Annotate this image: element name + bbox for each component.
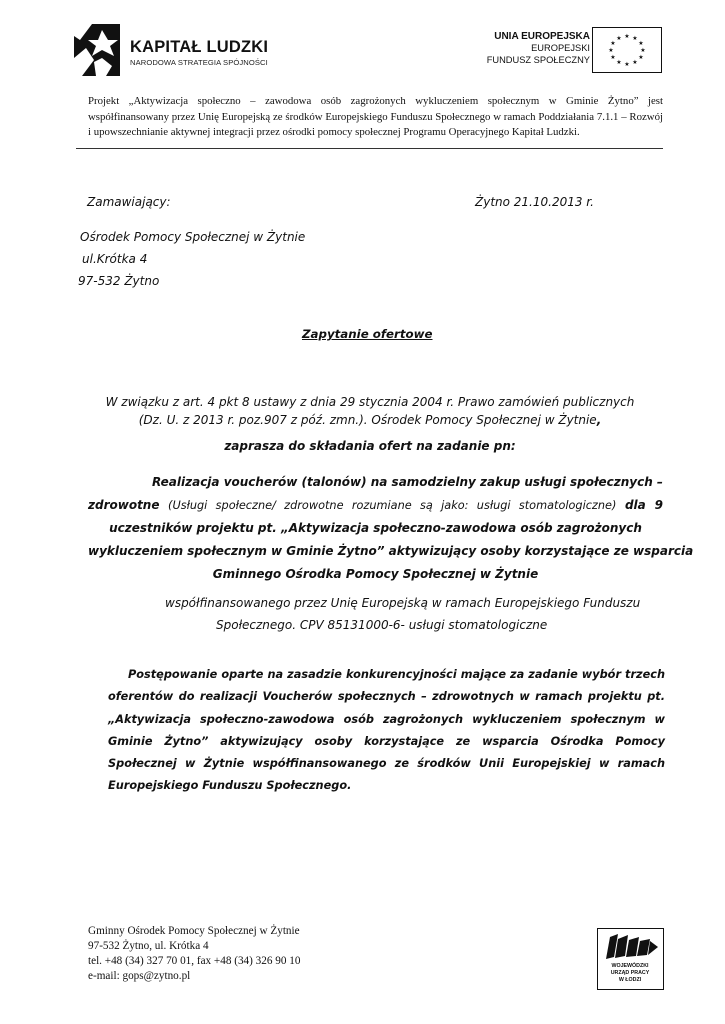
task-line-4 bbox=[88, 540, 694, 563]
eu-fund-label-2: FUNDUSZ SPOŁECZNY bbox=[486, 54, 590, 65]
svg-text:★: ★ bbox=[640, 47, 646, 54]
eu-flag-icon bbox=[592, 27, 662, 73]
wup-line-3: W ŁODZI bbox=[618, 977, 642, 983]
task-line-5 bbox=[88, 563, 663, 586]
header-divider bbox=[76, 148, 663, 149]
svg-text:★: ★ bbox=[610, 40, 616, 47]
svg-text:★: ★ bbox=[616, 35, 622, 42]
task-line-2 bbox=[88, 494, 663, 517]
svg-text:★: ★ bbox=[616, 59, 622, 66]
task-line-2-normal: (Usługi społeczne/ zdrowotne rozumiane są jako: usługi stomatologiczne) bbox=[168, 499, 617, 512]
svg-text:★: ★ bbox=[638, 54, 644, 61]
procedure-text: Postępowanie oparte na zasadzie konkurencyjności mające za zadanie wybór trzech oferentów do realizacji Voucherów społecznych – zdrowotnych w ramach projektu pt. „Aktywizacja społeczno-zawodowa osób zagrożonych wykluczeniem społecznym w Gminie Żytno” aktywizujący osoby korzystające ze wsparcia Ośrodka Pomocy Społecznej w Żytnie współfinansowanego ze środków Unii Europejskiej w ramach Europejskiego Funduszu Społecznego. bbox=[108, 668, 665, 793]
wup-logo-text bbox=[598, 963, 662, 984]
cofinancing-line-1: współfinansowanego przez Unię Europejską w ramach Europejskiego Funduszu bbox=[165, 596, 641, 610]
footer-contact bbox=[88, 924, 300, 984]
legal-basis-comma: , bbox=[596, 413, 602, 427]
svg-text:★: ★ bbox=[608, 47, 614, 54]
invitation-line: zaprasza do składania ofert na zadanie pn: bbox=[224, 439, 516, 453]
cofinancing-line-2: Społecznego. CPV 85131000-6- usługi stomatologiczne bbox=[216, 618, 548, 632]
procedure-paragraph bbox=[108, 664, 665, 798]
task-line-2-bold-b: dla 9 bbox=[624, 498, 664, 512]
svg-text:★: ★ bbox=[624, 61, 630, 68]
org-street: ul.Krótka 4 bbox=[82, 252, 148, 266]
document-title: Zapytanie ofertowe bbox=[302, 327, 433, 341]
legal-basis-line-2-text: (Dz. U. z 2013 r. poz.907 z póź. zmn.). Ośrodek Pomocy Społecznej w Żytnie bbox=[138, 413, 597, 427]
svg-text:★: ★ bbox=[624, 33, 630, 40]
place-date: Żytno 21.10.2013 r. bbox=[475, 195, 594, 209]
legal-basis-line-1: W związku z art. 4 pkt 8 ustawy z dnia 29 stycznia 2004 r. Prawo zamówień publicznych bbox=[105, 395, 635, 409]
task-line-5-text: Gminnego Ośrodka Pomocy Społecznej w Żytnie bbox=[212, 567, 539, 581]
svg-text:★: ★ bbox=[632, 59, 638, 66]
footer-phone-fax: tel. +48 (34) 327 70 01, fax +48 (34) 326 90 10 bbox=[88, 955, 301, 967]
task-line-1-text: Realizacja voucherów (talonów) na samodzielny zakup usługi społecznych – bbox=[152, 475, 663, 489]
wup-line-1: WOJEWÓDZKI bbox=[611, 963, 649, 969]
svg-text:★: ★ bbox=[638, 40, 644, 47]
task-description bbox=[88, 471, 694, 586]
wup-line-2: URZĄD PRACY bbox=[610, 970, 650, 976]
footer-org-name: Gminny Ośrodek Pomocy Społecznej w Żytnie bbox=[88, 925, 300, 937]
org-postal: 97-532 Żytno bbox=[78, 274, 160, 288]
task-line-3-text: uczestników projektu pt. „Aktywizacja społeczno-zawodowa osób zagrożonych bbox=[109, 521, 642, 535]
kapital-ludzki-subtitle: NARODOWA STRATEGIA SPÓJNOŚCI bbox=[130, 58, 268, 67]
footer-address: 97-532 Żytno, ul. Krótka 4 bbox=[88, 940, 209, 952]
eu-union-label: UNIA EUROPEJSKA bbox=[494, 31, 590, 42]
svg-text:★: ★ bbox=[610, 54, 616, 61]
task-line-4-text: wykluczeniem społecznym w Gminie Żytno” aktywizujący osoby korzystające ze wsparcia bbox=[88, 544, 694, 558]
ordering-party-label: Zamawiający: bbox=[87, 195, 171, 209]
eu-fund-label-1: EUROPEJSKI bbox=[531, 43, 590, 53]
eu-logo-text bbox=[468, 31, 590, 66]
legal-basis-line-2 bbox=[80, 413, 660, 427]
kapital-ludzki-title: KAPITAŁ LUDZKI bbox=[130, 38, 269, 56]
footer-email: e-mail: gops@zytno.pl bbox=[88, 970, 191, 982]
task-line-3 bbox=[88, 517, 663, 540]
task-line-2-bold-a: zdrowotne bbox=[88, 498, 160, 512]
task-line-1 bbox=[88, 471, 663, 494]
org-name: Ośrodek Pomocy Społecznej w Żytnie bbox=[80, 230, 306, 244]
svg-text:★: ★ bbox=[632, 35, 638, 42]
project-info-text: Projekt „Aktywizacja społeczno – zawodowa osób zagrożonych wykluczeniem społecznym w Gminie Żytno” jest współfinansowany przez Unię Europejską ze środków Europejskiego Funduszu Społecznego w ramach Poddziałania 7.1.1 – Rozwój i upowszechnianie aktywnej integracji przez ośrodki pomocy społecznej Programu Operacyjnego Kapitał Ludzki. bbox=[88, 95, 663, 138]
